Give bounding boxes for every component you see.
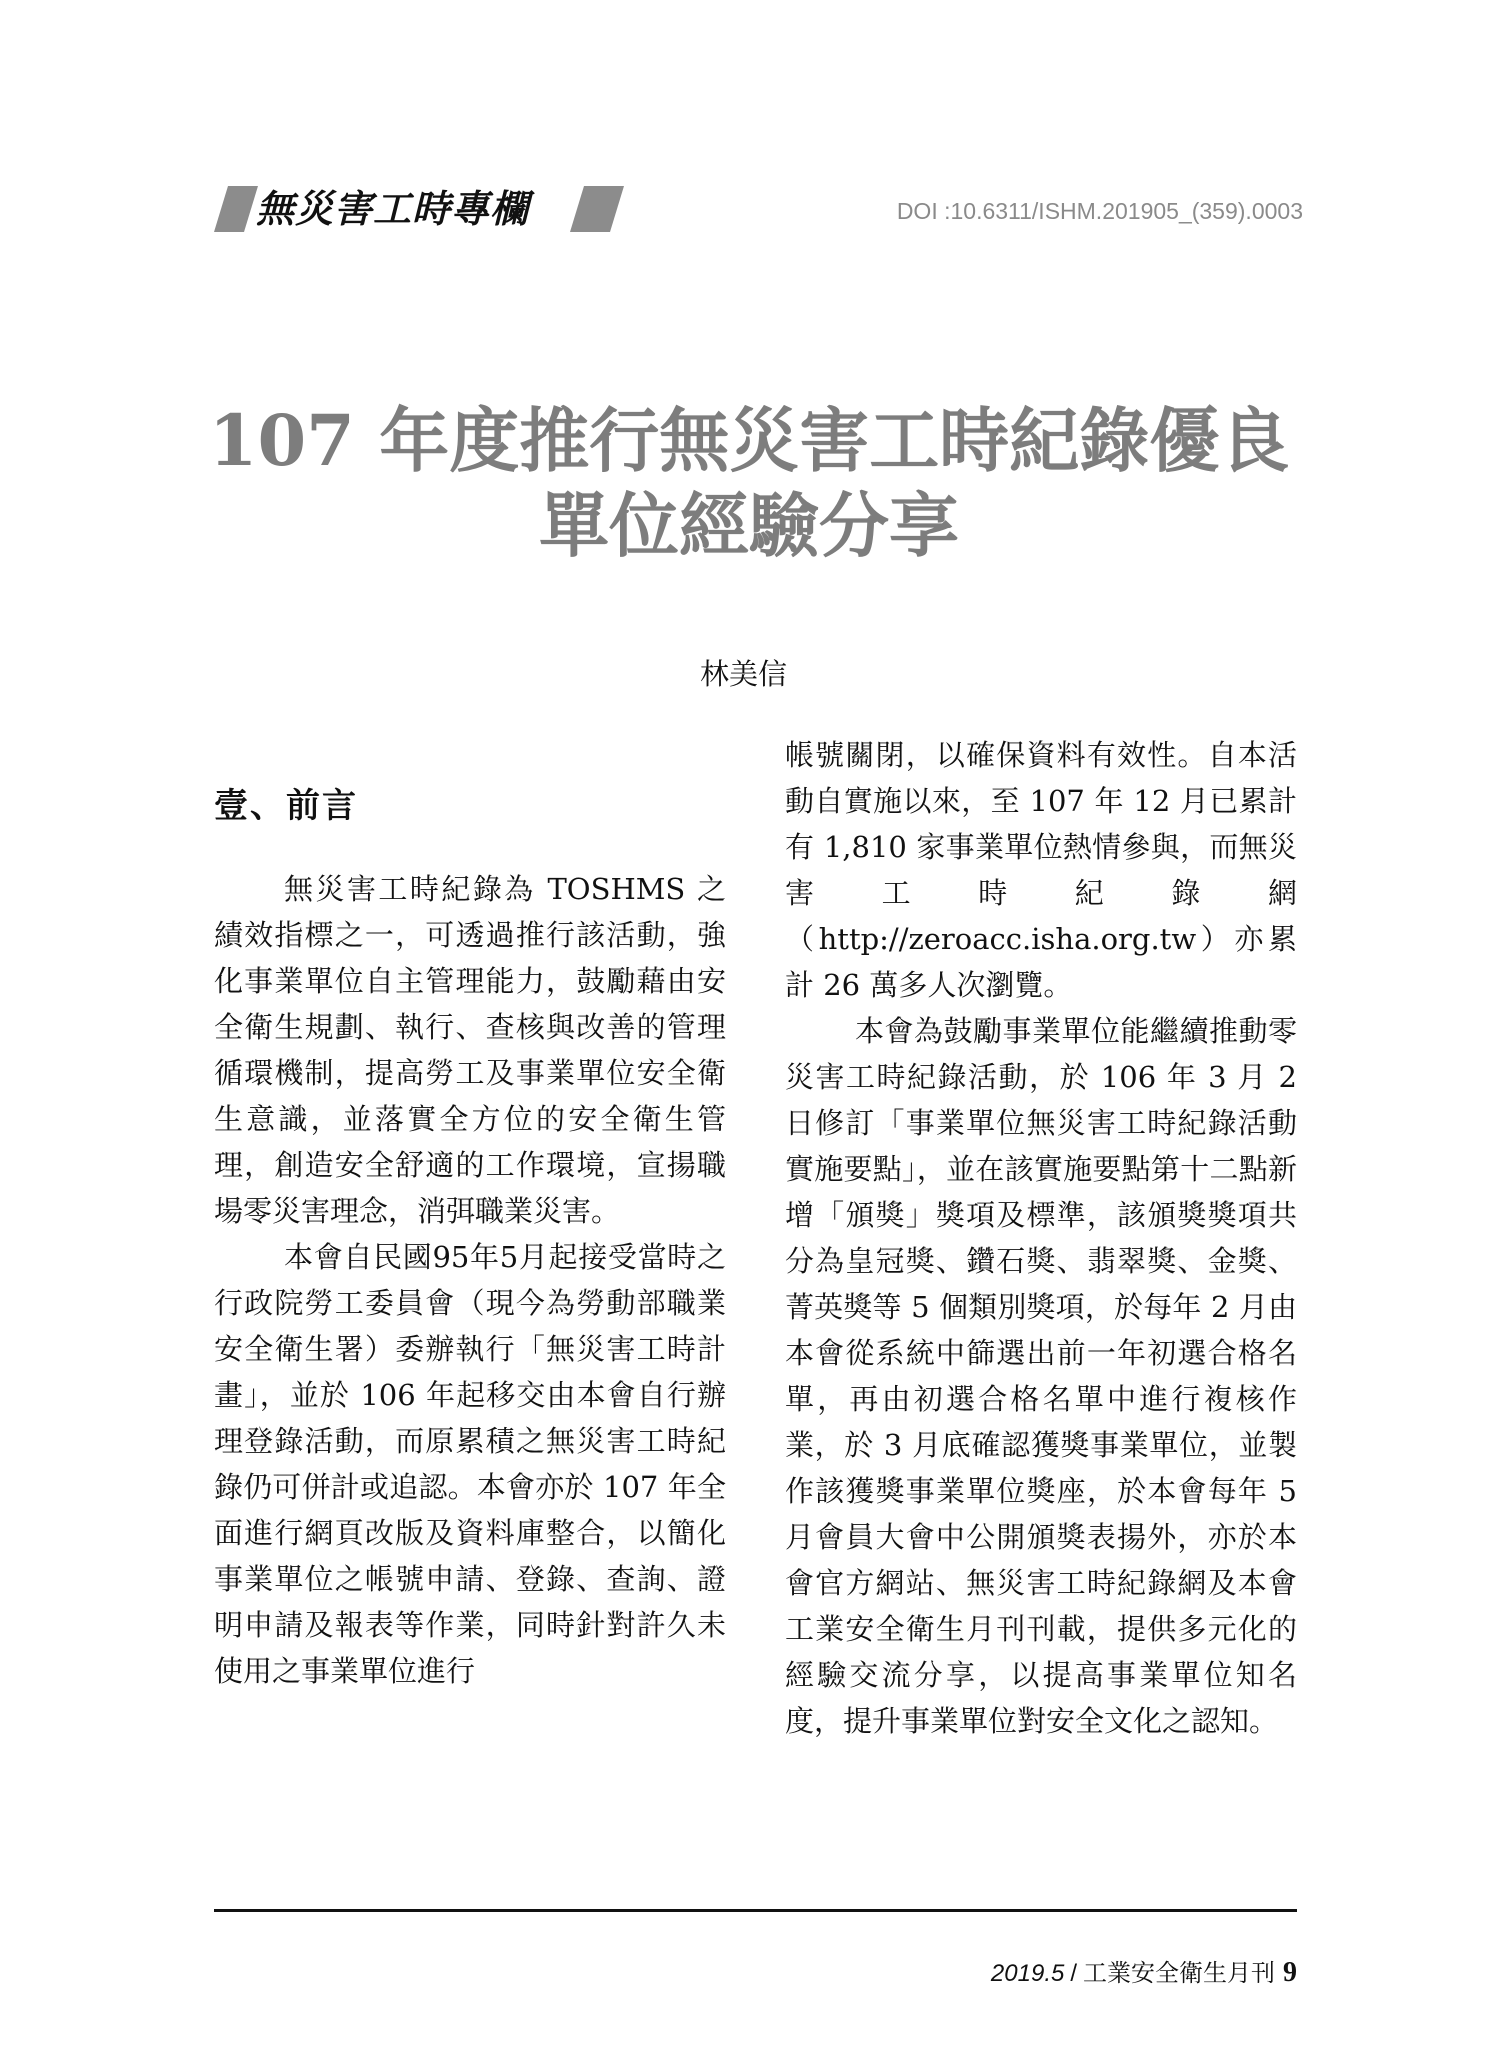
right-column [785,732,1297,1744]
footer [991,1953,1297,1989]
footer-divider [214,1909,1297,1912]
column-title: 無災害工時專欄 [256,187,530,231]
author-name: 林美信 [700,657,788,691]
column-banner [214,186,624,232]
issue-date: 2019.5 [990,1960,1065,1987]
footer-separator: / [1070,1960,1077,1987]
article-title-line-2: 單位經驗分享 [539,484,959,567]
paragraph-continued: 帳號關閉，以確保資料有效性。自本活動自實施以來，至 107 年 12 月已累計有 1,810 家事業單位熱情參與，而無災害工時紀錄網（http://zeroacc.isha.org.tw）亦累計 26 萬多人次瀏覽。 [785,738,1297,1002]
paragraph: 本會自民國95年5月起接受當時之行政院勞工委員會（現今為勞動部職業安全衛生署）委辦執行「無災害工時計畫」，並於 106 年起移交由本會自行辦理登錄活動，而原累積之無災害工時紀錄仍可併計或追認。本會亦於 107 年全面進行網頁改版及資料庫整合，以簡化事業單位之帳號申請、登錄、查詢、證明申請及報表等作業，同時針對許久未使用之事業單位進行 [214,1240,726,1688]
doi-label: DOI :10.6311/ISHM.201905_(359).0003 [896,198,1303,224]
section-heading: 壹、前言 [214,786,358,826]
page-number: 9 [1283,1957,1297,1988]
left-column [214,866,726,1694]
paragraph: 無災害工時紀錄為 TOSHMS 之績效指標之一，可透過推行該活動，強化事業單位自主管理能力，鼓勵藉由安全衛生規劃、執行、查核與改善的管理循環機制，提高勞工及事業單位安全衛生意識，並落實全方位的安全衛生管理，創造安全舒適的工作環境，宣揚職場零災害理念，消弭職業災害。 [214,872,726,1228]
paragraph: 本會為鼓勵事業單位能繼續推動零災害工時紀錄活動，於 106 年 3 月 2 日修訂「事業單位無災害工時紀錄活動實施要點」，並在該實施要點第十二點新增「頒獎」獎項及標準，該頒獎獎項共分為皇冠獎、鑽石獎、翡翠獎、金獎、菁英獎等 5 個類別獎項，於每年 2 月由本會從系統中篩選出前一年初選合格名單，再由初選合格名單中進行複核作業，於 3 月底確認獲獎事業單位，並製作該獲獎事業單位獎座，於本會每年 5 月會員大會中公開頒獎表揚外，亦於本會官方網站、無災害工時紀錄網及本會工業安全衛生月刊刊載，提供多元化的經驗交流分享，以提高事業單位知名度，提升事業單位對安全文化之認知。 [785,1014,1297,1738]
article-title-line-1: 107 年度推行無災害工時紀錄優良 [208,399,1290,482]
journal-name: 工業安全衛生月刊 [1083,1959,1275,1987]
